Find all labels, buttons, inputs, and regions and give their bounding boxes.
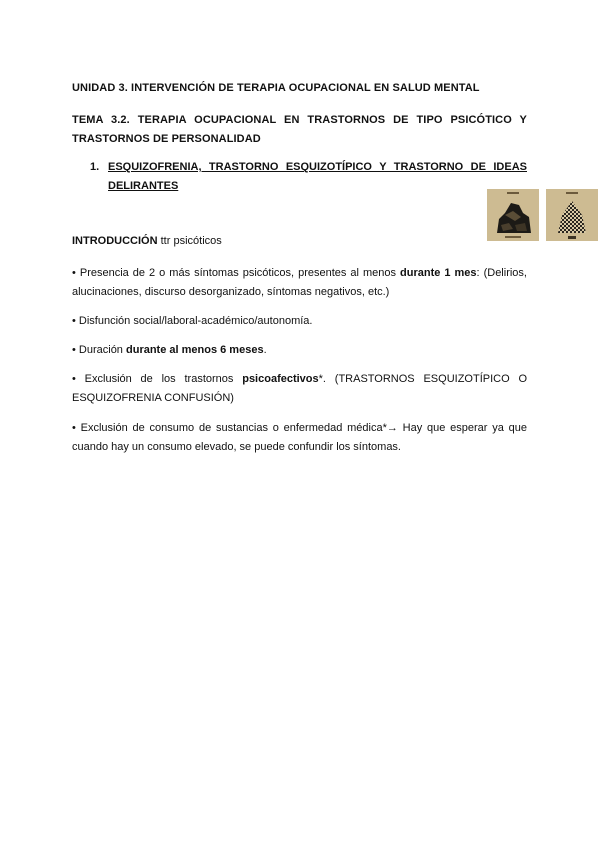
stacked-shapes-drawing [487,189,539,241]
bullet-symptoms-bold: durante 1 mes [400,267,477,279]
bullet-symptoms [72,264,527,302]
bullet-exclusion-affective [72,370,527,408]
bullet-exclusion-text: • Exclusión de los trastornos [72,373,243,385]
bullet-symptoms-text: • Presencia de 2 o más síntomas psicóticos, presentes al menos [72,267,401,279]
section-heading [90,158,527,196]
topic-heading: TEMA 3.2. TERAPIA OCUPACIONAL EN TRASTORNOS DE TIPO PSICÓTICO Y TRASTORNOS DE PERSONALIDAD [72,114,527,145]
introduction-line [72,235,222,247]
bullet-duration [72,341,527,360]
section-number: 1. [90,161,100,173]
bullet-exclusion-bold: psicoafectivos [242,373,319,385]
bullet-dysfunction: • Disfunción social/laboral-académico/autonomía. [72,315,313,327]
section-title: ESQUIZOFRENIA, TRASTORNO ESQUIZOTÍPICO Y TRASTORNO DE IDEAS DELIRANTES [108,161,527,192]
bullet-duration-text: • Duración [72,344,126,356]
bullet-exclusion-substances: • Exclusión de consumo de sustancias o enfermedad médica*→ Hay que esperar ya que cuando hay un consumo elevado, se puede confundir los síntomas. [72,422,527,453]
checkered-pattern-drawing [546,189,598,241]
bullet-duration-bold: durante al menos 6 meses [126,344,264,356]
stacked-shapes-illustration [487,189,539,241]
unit-heading: UNIDAD 3. INTERVENCIÓN DE TERAPIA OCUPACIONAL EN SALUD MENTAL [72,82,480,94]
bullet-duration-end: . [263,344,267,356]
introduction-label: INTRODUCCIÓN [72,235,158,247]
bullet-symptoms-detail: : (Delirios, alucinaciones, discurso desorganizado, síntomas negativos, etc.) [72,267,527,298]
bullet-exclusion-detail: *. (TRASTORNOS ESQUIZOTÍPICO O ESQUIZOFRENIA CONFUSIÓN) [72,373,528,404]
introduction-note: ttr psicóticos [160,235,222,247]
checkered-pattern-illustration [546,189,598,241]
